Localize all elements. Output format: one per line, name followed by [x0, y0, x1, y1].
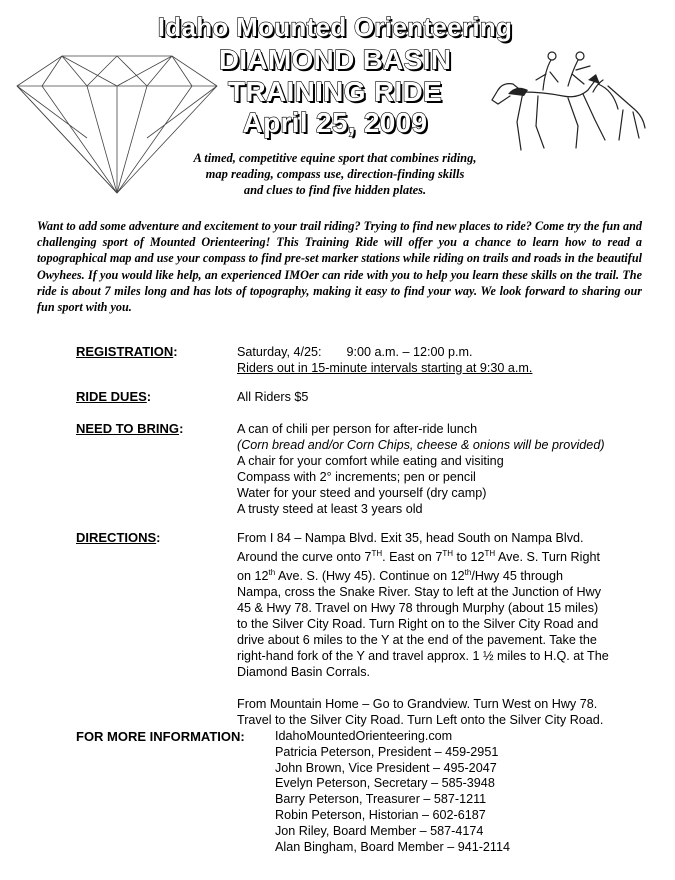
need-to-bring-list	[237, 421, 637, 517]
bring-item: A chair for your comfort while eating and visiting	[237, 454, 504, 468]
title-event: DIAMOND BASIN	[218, 44, 452, 75]
riders-out-note: Riders out in 15-minute intervals starting at 9:30 a.m.	[237, 361, 533, 375]
bring-item-note: (Corn bread and/or Corn Chips, cheese & onions will be provided)	[237, 438, 605, 452]
tagline-line: A timed, competitive equine sport that combines riding,	[193, 151, 477, 165]
bring-item: Compass with 2° increments; pen or pencil	[237, 470, 476, 484]
directions-label-text: DIRECTIONS	[76, 530, 157, 545]
directions-line: Around the curve onto 7TH. East on 7TH to 12TH Ave. S. Turn Right	[237, 549, 600, 565]
directions-line: right-hand fork of the Y and travel approx. 1 ½ miles to H.Q. at The	[237, 649, 609, 664]
contact-item: Jon Riley, Board Member – 587-4174	[275, 823, 484, 838]
directions-line: on 12th Ave. S. (Hwy 45). Continue on 12th/Hwy 45 through	[237, 568, 564, 584]
contact-item: Evelyn Peterson, Secretary – 585-3948	[275, 776, 495, 791]
contact-item: John Brown, Vice President – 495-2047	[275, 760, 497, 775]
bring-item: A trusty steed at least 3 years old	[237, 502, 423, 516]
bring-item: A can of chili per person for after-ride lunch	[237, 422, 478, 436]
directions-alt-line: From Mountain Home – Go to Grandview. Turn West on Hwy 78.	[237, 697, 598, 712]
need-to-bring-label-text: NEED TO BRING	[76, 421, 180, 436]
title-org: Idaho Mounted Orienteering	[157, 12, 513, 42]
contact-item: Patricia Peterson, President – 459-2951	[275, 744, 499, 759]
bring-item: Water for your steed and yourself (dry camp)	[237, 486, 487, 500]
directions-line: Nampa, cross the Snake River. Stay to left at the Junction of Hwy	[237, 585, 601, 600]
contact-list	[275, 729, 510, 855]
directions-line: From I 84 – Nampa Blvd. Exit 35, head South on Nampa Blvd.	[237, 531, 584, 545]
tagline-line: and clues to find five hidden plates.	[243, 183, 427, 197]
directions-line: to the Silver City Road. Turn Right on to the Silver City Road and	[237, 617, 599, 632]
intro-paragraph: Want to add some adventure and excitement to your trail riding? Trying to find new places to ride? Come try the fun and challenging sport of Mounted Orienteering! This Training Ride will offer you a chance to learn how to read a topographical map and use your compass to find pre-set marker stations while riding on trails and roads in the beautiful Owyhees. If you would like help, an experienced IMOer can ride with you to help you learn these skills on the trail. The ride is about 7 miles long and has lots of topography, making it easy to find your way. We look forward to sharing our fun sport with you.	[37, 219, 642, 315]
registration-label-text: REGISTRATION	[76, 344, 174, 359]
more-info-label: FOR MORE INFORMATION:	[76, 729, 245, 744]
tagline-line: map reading, compass use, direction-finding skills	[205, 167, 465, 181]
ride-dues-label: RIDE DUES:	[76, 389, 152, 404]
directions-label: DIRECTIONS:	[76, 530, 161, 545]
need-to-bring-label: NEED TO BRING:	[76, 421, 184, 436]
directions-line: Diamond Basin Corrals.	[237, 665, 370, 680]
title-date: April 25, 2009	[242, 107, 428, 138]
website-link[interactable]: IdahoMountedOrienteering.com	[275, 729, 453, 743]
directions-text	[237, 530, 637, 728]
contact-item: Barry Peterson, Treasurer – 587-1211	[275, 792, 487, 807]
tagline	[170, 150, 500, 198]
contact-item: Robin Peterson, Historian – 602-6187	[275, 807, 486, 822]
registration-label: REGISTRATION:	[76, 344, 178, 359]
registration-value	[237, 344, 637, 376]
ride-dues-label-text: RIDE DUES	[76, 389, 147, 404]
contact-item: Alan Bingham, Board Member – 941-2114	[275, 839, 510, 854]
ride-dues-value: All Riders $5	[237, 390, 309, 404]
directions-line: 45 & Hwy 78. Travel on Hwy 78 through Murphy (about 15 miles)	[237, 601, 599, 616]
registration-time: 9:00 a.m. – 12:00 p.m.	[346, 345, 473, 359]
directions-line: drive about 6 miles to the Y at the end of the pavement. Take the	[237, 633, 597, 648]
directions-alt-line: Travel to the Silver City Road. Turn Left onto the Silver City Road.	[237, 713, 604, 728]
title-ride: TRAINING RIDE	[228, 76, 442, 107]
registration-day: Saturday, 4/25:	[237, 345, 322, 359]
